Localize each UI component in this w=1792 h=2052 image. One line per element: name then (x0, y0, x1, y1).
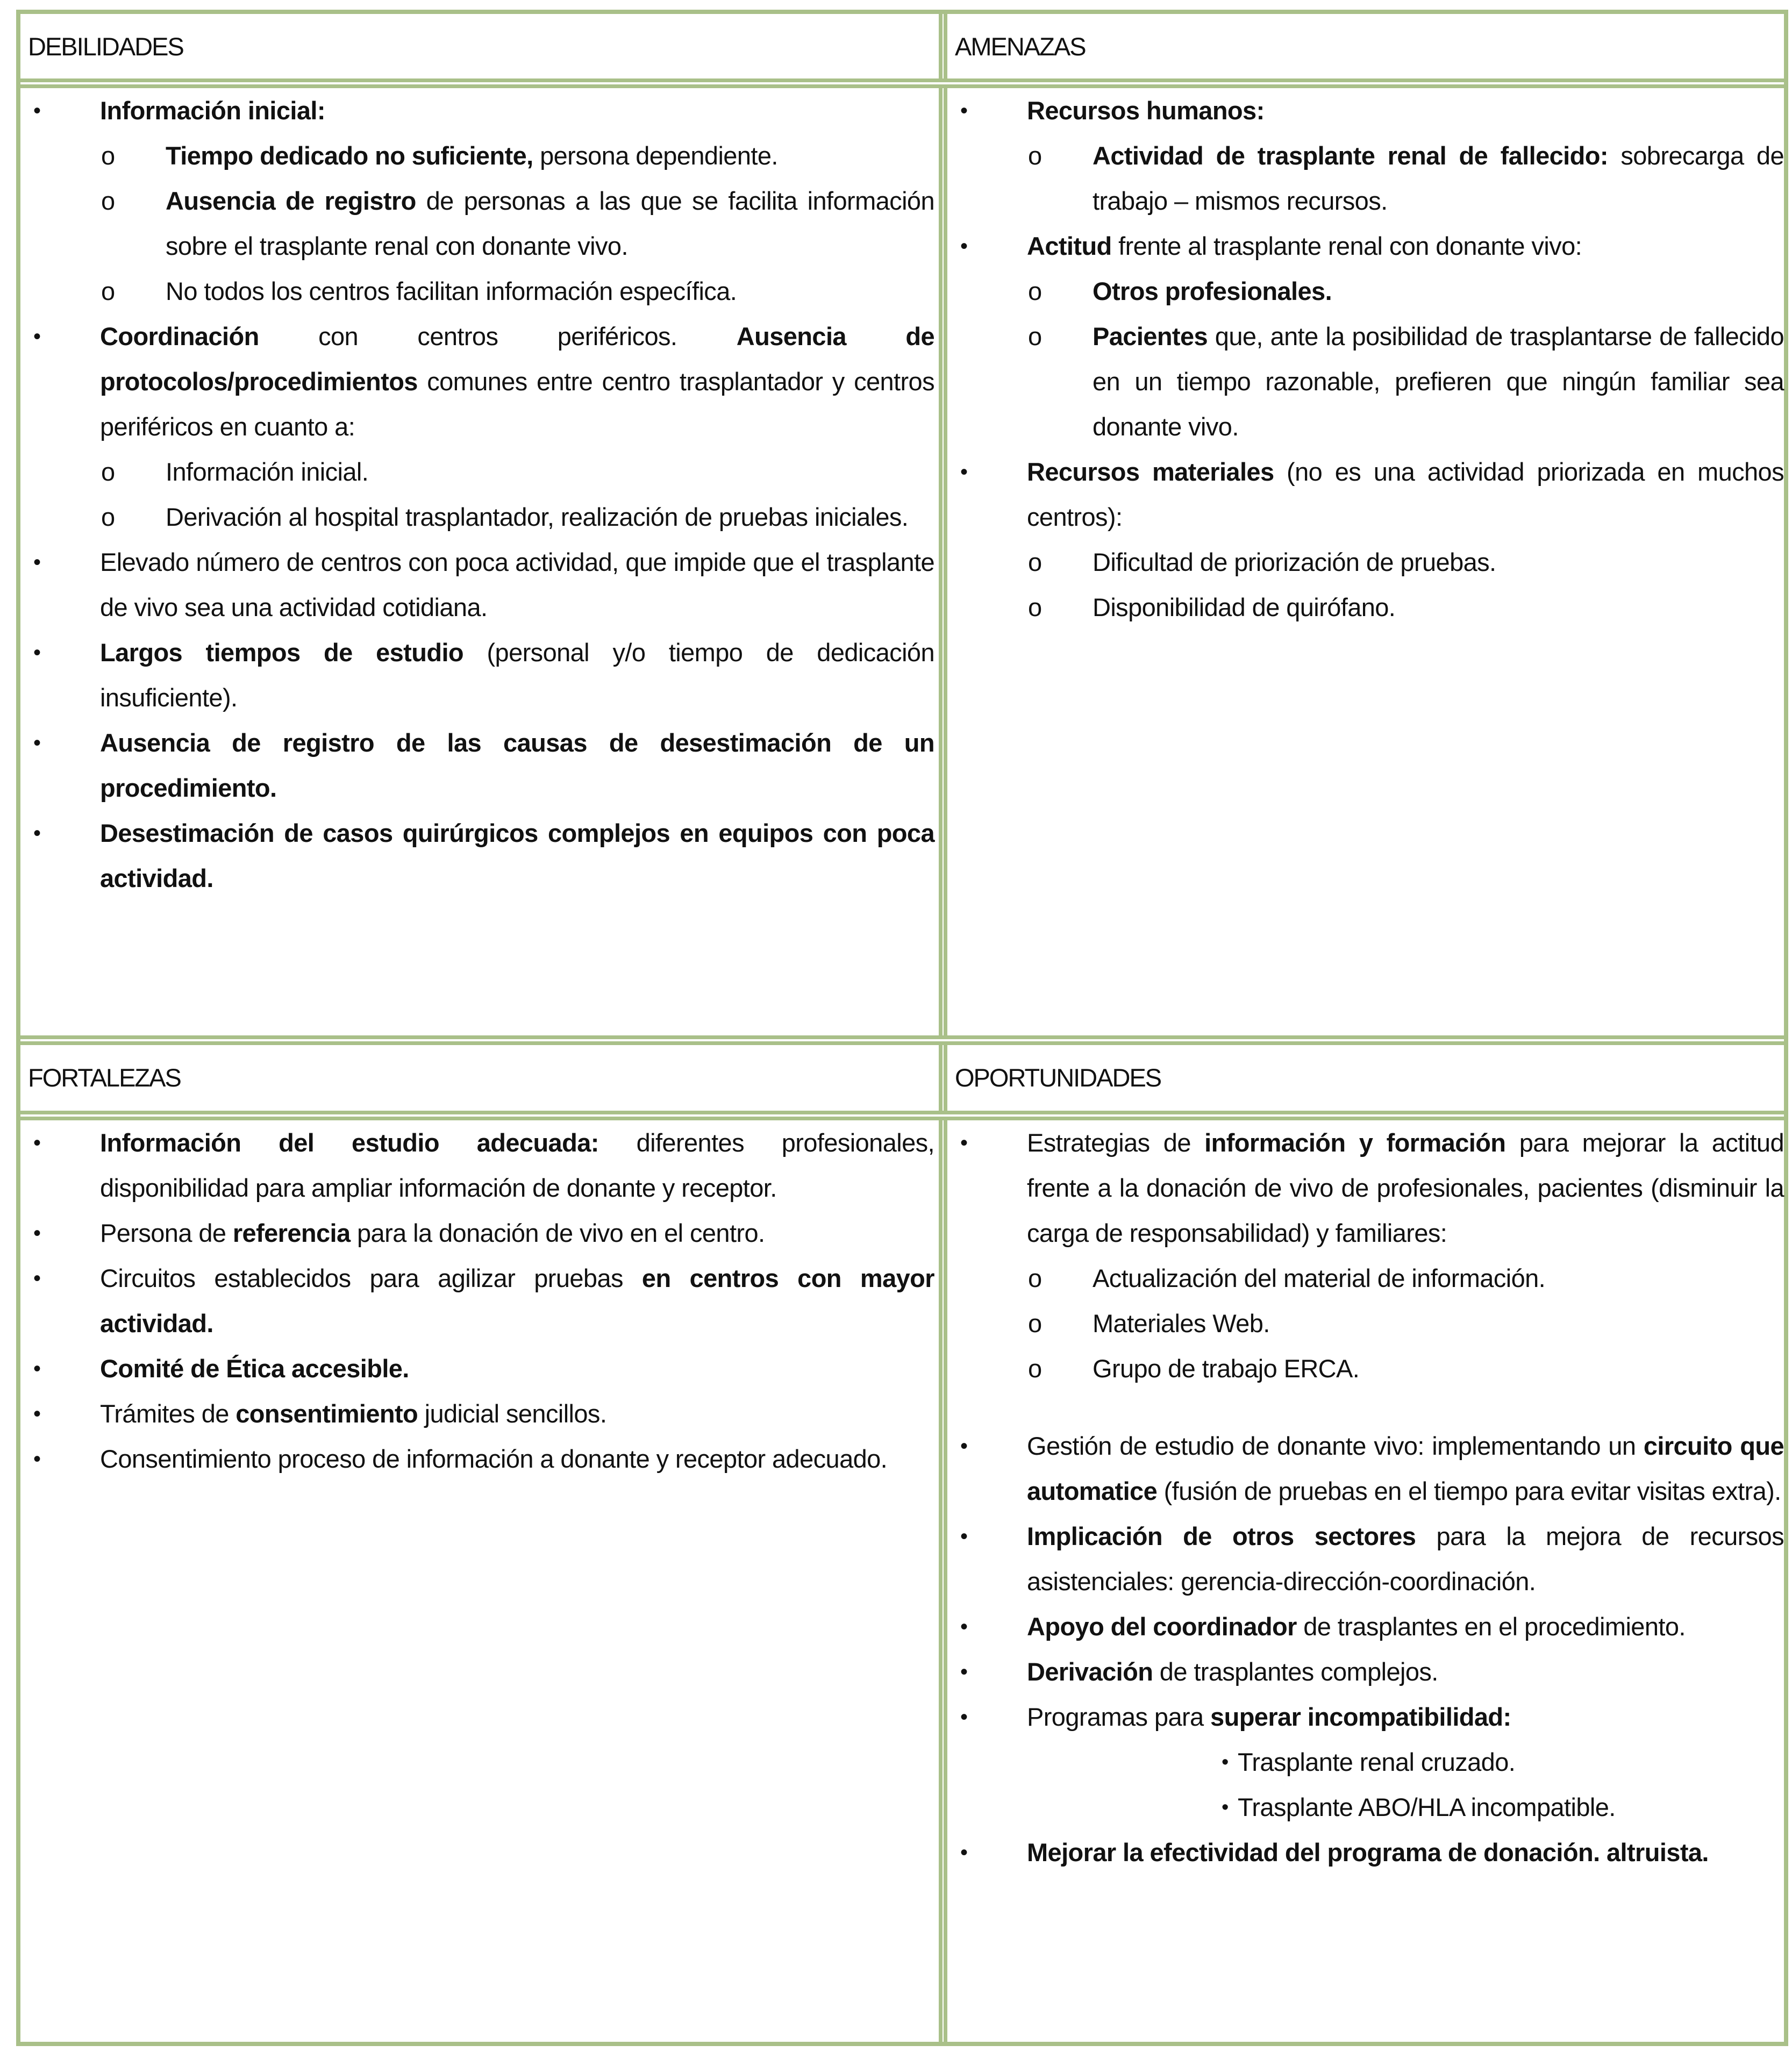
bullet-icon: • (960, 460, 968, 484)
list-item: • Apoyo del coordinador de trasplantes en el procedimiento. (947, 1604, 1784, 1649)
list-item: o Materiales Web. (947, 1301, 1784, 1346)
bullet-icon: • (33, 99, 41, 123)
bullet-icon: • (960, 1615, 968, 1639)
header-fortalezas: FORTALEZAS (28, 1063, 181, 1092)
cell-debilidades (20, 88, 934, 901)
bullet-icon: • (33, 1402, 41, 1426)
sub-bullet-icon: o (1028, 1354, 1042, 1383)
sub-bullet-icon: o (1028, 141, 1042, 170)
list-item: o Disponibilidad de quirófano. (947, 585, 1784, 630)
list-item: o Actividad de trasplante renal de fallecido: sobrecarga de trabajo – mismos recursos. (947, 133, 1784, 224)
sub-bullet-icon: o (1028, 322, 1042, 351)
bullet-icon: • (960, 1841, 968, 1864)
row-divider-middle (20, 1035, 1784, 1045)
list-item: • Recursos humanos: (947, 88, 1784, 133)
sub-bullet-icon: o (1028, 593, 1042, 621)
bullet-icon: • (33, 1131, 41, 1155)
row-divider-top-header (20, 78, 1784, 88)
list-item: • Actitud frente al trasplante renal con donante vivo: (947, 224, 1784, 269)
list-item: • Estrategias de información y formación para mejorar la actitud frente a la donación de vivo de profesionales, pacientes (disminuir la carga de responsabilidad) y familiares: (947, 1120, 1784, 1256)
list-item: • Trámites de consentimiento judicial sencillos. (20, 1391, 934, 1436)
bullet-icon: • (33, 821, 41, 845)
bullet-icon: • (33, 731, 41, 755)
bullet-icon: • (33, 1357, 41, 1381)
sub-bullet-icon: o (101, 277, 115, 305)
list-item: • Gestión de estudio de donante vivo: implementando un circuito que automatice (fusión de pruebas en el tiempo para evitar visitas extra). (947, 1424, 1784, 1514)
list-item: • Circuitos establecidos para agilizar pruebas en centros con mayor actividad. (20, 1256, 934, 1346)
list-item: o Ausencia de registro de personas a las que se facilita información sobre el trasplante renal con donante vivo. (20, 178, 934, 269)
bullet-icon: • (960, 99, 968, 123)
list-item: o Pacientes que, ante la posibilidad de trasplantarse de fallecido en un tiempo razonable, prefieren que ningún familiar sea donante vivo. (947, 314, 1784, 449)
list-item: • Ausencia de registro de las causas de desestimación de un procedimiento. (20, 720, 934, 811)
bullet-icon: • (33, 550, 41, 574)
list-item: • Comité de Ética accesible. (20, 1346, 934, 1391)
header-debilidades: DEBILIDADES (28, 32, 183, 61)
bullet-icon: • (960, 1131, 968, 1155)
bullet-icon: • (33, 1447, 41, 1471)
bullet-icon: • (960, 234, 968, 258)
list-item: o Información inicial. (20, 449, 934, 495)
list-item: • Información del estudio adecuada: diferentes profesionales, disponibilidad para ampliar información de donante y receptor. (20, 1120, 934, 1211)
sub-bullet-icon: o (1028, 1309, 1042, 1338)
bullet-icon: • (33, 325, 41, 348)
list-item: o Otros profesionales. (947, 269, 1784, 314)
column-divider (939, 14, 947, 2042)
list-item: • Consentimiento proceso de información a donante y receptor adecuado. (20, 1436, 934, 1482)
list-item: • Trasplante ABO/HLA incompatible. (947, 1785, 1784, 1830)
list-item: • Mejorar la efectividad del programa de donación. altruista. (947, 1830, 1784, 1875)
sub-bullet-icon: o (101, 187, 115, 215)
list-item: • Largos tiempos de estudio (personal y/o tiempo de dedicación insuficiente). (20, 630, 934, 720)
bullet-icon: • (33, 1221, 41, 1245)
sub-bullet-icon: o (101, 141, 115, 170)
bullet-icon: • (960, 1705, 968, 1729)
list-item: • Información inicial: (20, 88, 934, 133)
list-item: • Implicación de otros sectores para la mejora de recursos asistenciales: gerencia-dirección-coordinación. (947, 1514, 1784, 1604)
cell-fortalezas (20, 1120, 934, 1482)
sub-bullet-icon: o (101, 457, 115, 486)
sub-bullet-icon: o (1028, 1264, 1042, 1292)
small-bullet-icon: • (1222, 1796, 1229, 1819)
header-oportunidades: OPORTUNIDADES (955, 1063, 1161, 1092)
list-item: • Recursos materiales (no es una actividad priorizada en muchos centros): (947, 449, 1784, 540)
bullet-icon: • (960, 1660, 968, 1684)
small-bullet-icon: • (1222, 1751, 1229, 1774)
list-item: • Derivación de trasplantes complejos. (947, 1649, 1784, 1694)
sub-bullet-icon: o (1028, 277, 1042, 305)
list-item: • Elevado número de centros con poca actividad, que impide que el trasplante de vivo sea una actividad cotidiana. (20, 540, 934, 630)
swot-table (16, 10, 1788, 2046)
list-item: • Persona de referencia para la donación de vivo en el centro. (20, 1211, 934, 1256)
list-item: • Programas para superar incompatibilidad: (947, 1694, 1784, 1740)
spacer (947, 1391, 1784, 1424)
list-item: o Derivación al hospital trasplantador, realización de pruebas iniciales. (20, 495, 934, 540)
bullet-icon: • (33, 641, 41, 664)
list-item: • Trasplante renal cruzado. (947, 1740, 1784, 1785)
bullet-icon: • (960, 1434, 968, 1458)
sub-bullet-icon: o (1028, 548, 1042, 576)
list-item: o Tiempo dedicado no suficiente, persona dependiente. (20, 133, 934, 178)
list-item: o Actualización del material de información. (947, 1256, 1784, 1301)
row-divider-bottom-header (20, 1111, 1784, 1120)
sub-bullet-icon: o (101, 503, 115, 531)
header-amenazas: AMENAZAS (955, 32, 1086, 61)
list-item: o Grupo de trabajo ERCA. (947, 1346, 1784, 1391)
bullet-icon: • (960, 1525, 968, 1548)
cell-oportunidades (947, 1120, 1784, 1875)
bullet-icon: • (33, 1267, 41, 1290)
list-item: • Coordinación con centros periféricos. Ausencia de protocolos/procedimientos comunes entre centro trasplantador y centros periféricos en cuanto a: (20, 314, 934, 449)
list-item: o Dificultad de priorización de pruebas. (947, 540, 1784, 585)
cell-amenazas (947, 88, 1784, 630)
list-item: o No todos los centros facilitan información específica. (20, 269, 934, 314)
list-item: • Desestimación de casos quirúrgicos complejos en equipos con poca actividad. (20, 811, 934, 901)
